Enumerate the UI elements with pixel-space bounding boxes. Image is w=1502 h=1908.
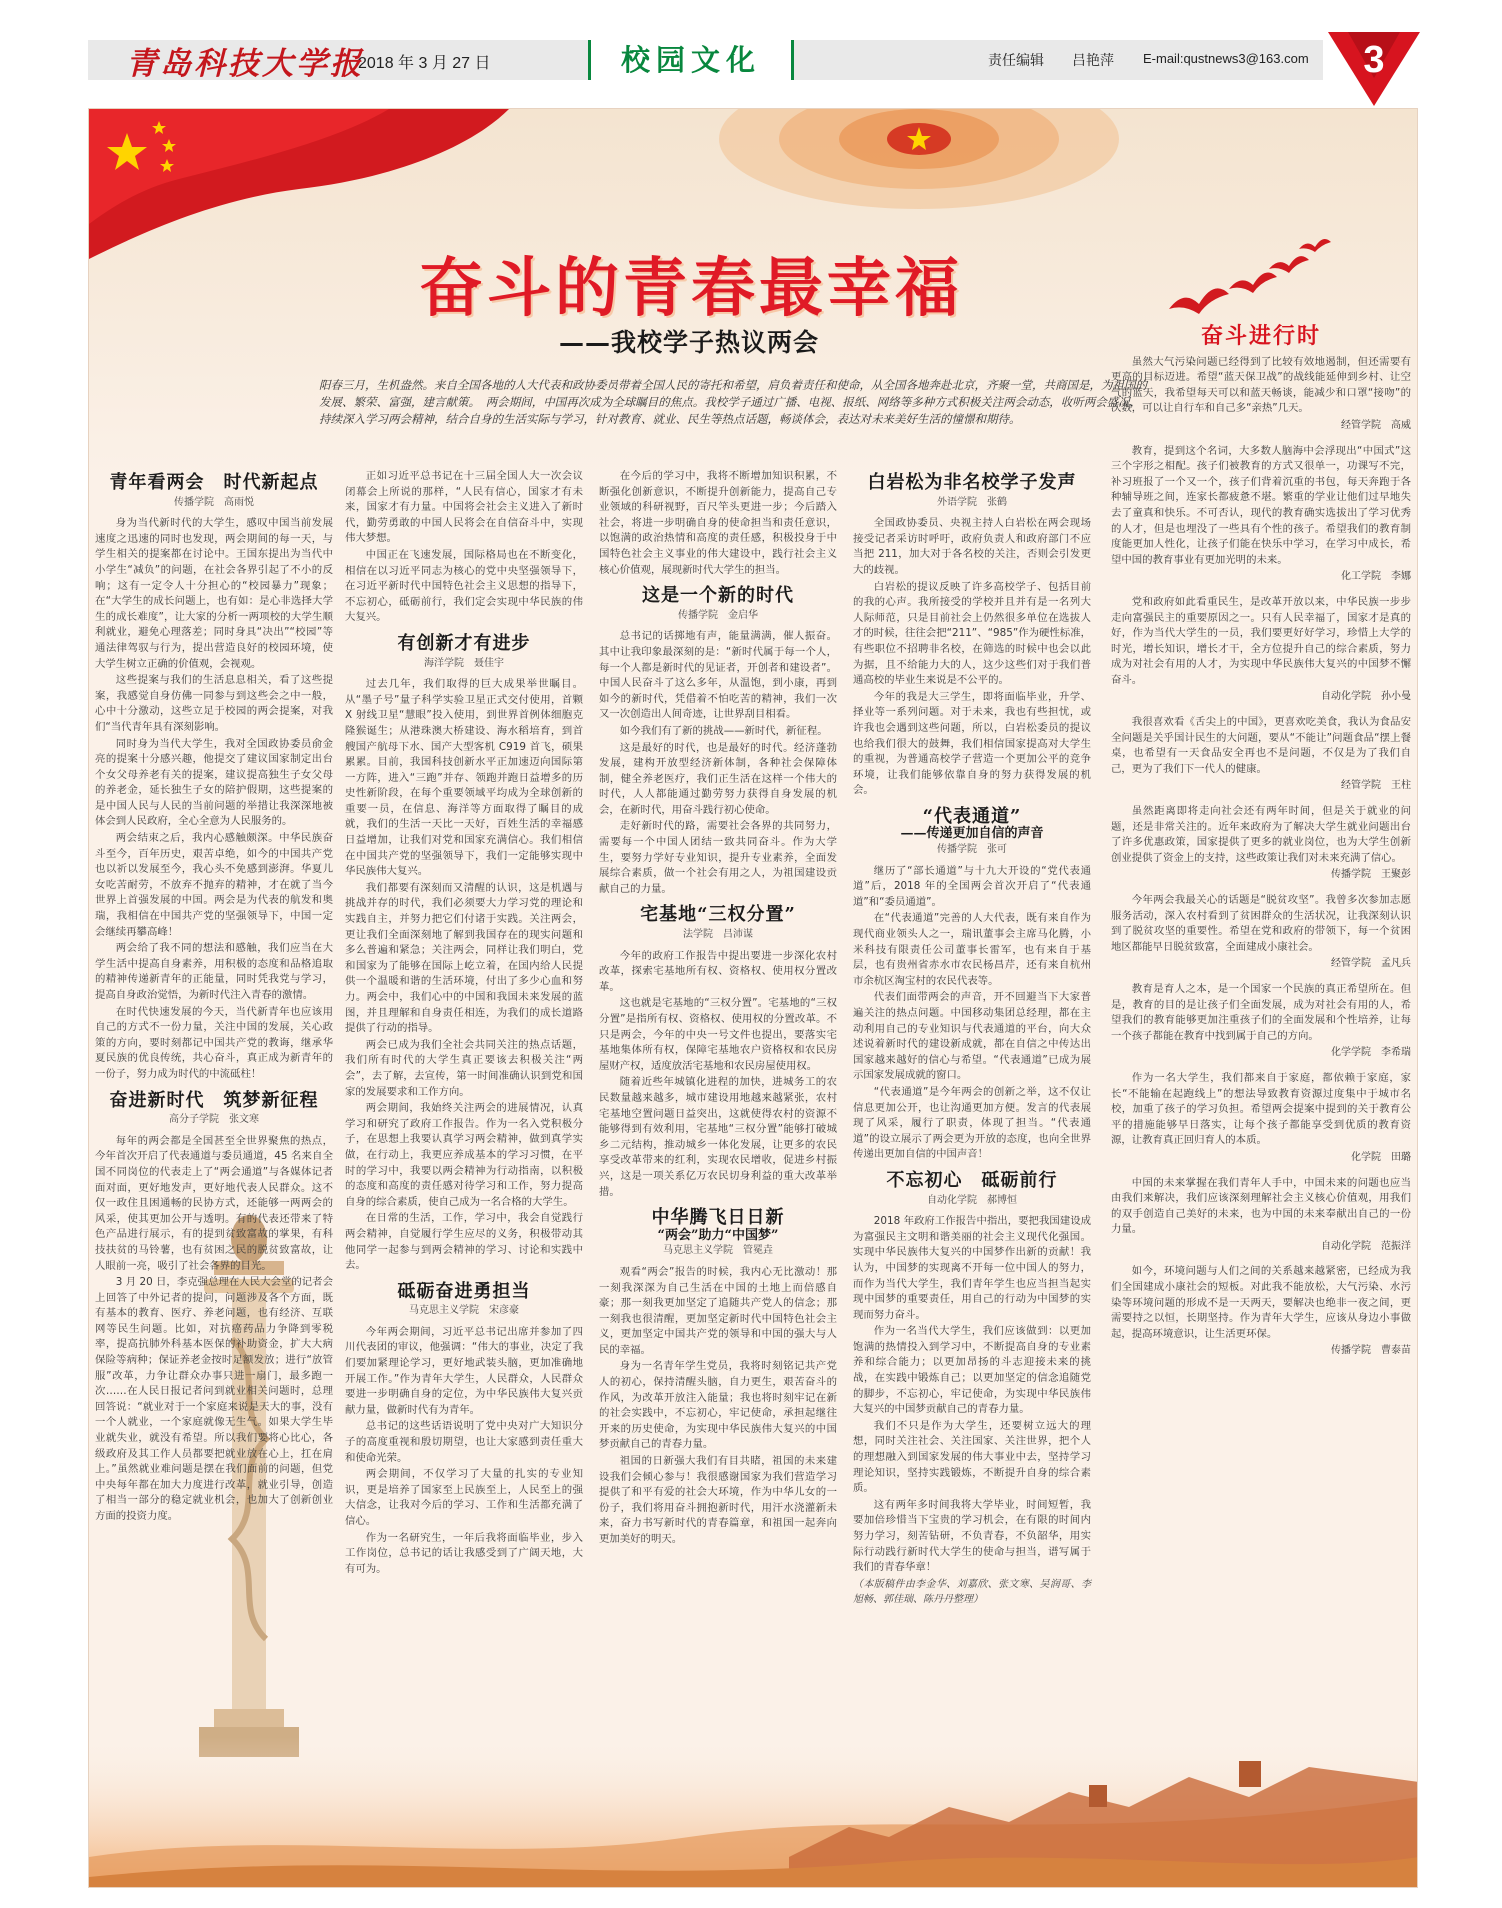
- article-title: 白岩松为非名校学子发声: [867, 472, 1077, 493]
- article-paragraph: 过去几年，我们取得的巨大成果举世瞩目。从“墨子号”量子科学实验卫星正式交付使用，首颗 X 射线卫星“慧眼”投入使用，到世界首例体细胞克隆猴诞生；从港珠澳大桥建设、海水稻培育，到首艘国产航母下水、国产大型客机 C919 首飞，硕果累累。目前，我国科技创新水平正加速迈向国际第一方阵，进入“三跑”并存、领跑并跑日益增多的历史性新阶段，在每个重要领域平均成为全球创新的重要一员，在信息、海洋等方面取得了瞩目的成就，我们的生活一天比一天好，百姓生活的幸福感日益增加，让我们对党和国家充满信心。我们相信在中国共产党的坚强领导下，我们一定能够实现中华民族伟大复兴。: [345, 678, 583, 878]
- article-title: 青年看两会 时代新起点: [109, 472, 319, 493]
- article-responsibility-cont: [599, 469, 837, 578]
- article-subtitle: “两会”助力“中国梦”: [657, 1227, 779, 1243]
- column-2: [345, 469, 583, 1587]
- article-paragraph: 白岩松的提议反映了许多高校学子、包括目前的我的心声。我所接受的学校并且并有是一名列大人际师范，只是目前社会上仍然很多单位在选拔人才的时候，往往会把“211”、“985”作为硬性标准，有些职位不招聘非名校，在筛选的时候中也会以此为据，且不给能力大的人，这少这些们对于我们普通高校的毕业生来说是不公平的。: [853, 580, 1091, 687]
- sidebar-item: [1111, 804, 1411, 883]
- great-hall-ceiling-icon: [709, 109, 1129, 219]
- article-deputy-channel: [853, 805, 1091, 1163]
- sidebar-item-credit: 经管学院 孟凡兵: [1331, 958, 1411, 970]
- article-paragraph: 我们都要有深刻而又清醒的认识，这是机遇与挑战并存的时代，我们必须要大力学习党的理论和实践自主，并努力把它们付诸于实践。关注两会，更让我们全面深刻地了解到我国存在的现实问题和多么普遍和紧急；关注两会，同样让我们明白，党和国家为了能够在国际上屹立着，在国内给人民提供一个温暖和谐的生活环境，付出了多少心血和努力。两会中，我们心中的中国和我国未来发展的蓝图，并且理解和自身责任相连，为我们的成长道路提供了行动的指导。: [345, 881, 583, 1035]
- article-paragraph: 今年的政府工作报告中提出要进一步深化农村改革，探索宅基地所有权、资格权、使用权分置改革。: [599, 949, 837, 993]
- sidebar-item: [1111, 1264, 1411, 1359]
- article-paragraph: 这有两年多时间我将大学毕业，时间短暂，我要加倍珍惜当下宝贵的学习机会，在有限的时间内努力学习，刻苦钻研，不负青春，不负韶华，用实际行动践行新时代大学生的使命与担当，谱写属于我们的青春华章！: [853, 1498, 1091, 1574]
- sidebar-item-text: 如今，环境问题与人们之间的关系越来越紧密，已经成为我们全国建成小康社会的短板。对此我不能放松，大气污染、水污染等环境问题的形成不是一天两天，要解决也绝非一夜之间，更需要持之以恒，长期坚持。作为青年大学生，应该从身边小事做起，提高环境意识，让生活更环保。: [1111, 1265, 1411, 1340]
- article-youth-two-sessions: [95, 472, 333, 1083]
- issue-date: 2018 年 3 月 27 日: [358, 55, 491, 72]
- feature-intro: 阳春三月，生机盎然。来自全国各地的人大代表和政协委员带着全国人民的寄托和希望，肩负着责任和使命，从全国各地奔赴北京，齐聚一堂，共商国是，为祖国的发展、繁荣、富强，建言献策。 两会期间，中国再次成为全球瞩目的焦点。我校学子通过广播、电视、报纸、网络等多种方式积极关注两会动态，收听两会盛况，持续深入学习两会精神，结合自身的生活实际与学习，针对教育、就业、民生等热点话题，畅谈体会，表达对未来美好生活的憧憬和期待。: [319, 378, 1147, 426]
- page-number-badge: [1328, 28, 1420, 108]
- sidebar-item-credit: 化学院 田璐: [1351, 1151, 1411, 1163]
- article-byline: 传播学院 金启华: [678, 609, 758, 621]
- article-original-aspiration: [853, 1169, 1091, 1608]
- sidebar-item-text: 中国的未来掌握在我们青年人手中，中国未来的问题也应当由我们来解决，我们应该深刻理解社会主义核心价值观，用我们的双手创造自己美好的未来，也为中国的未来奉献出自己的一份力量。: [1111, 1176, 1411, 1236]
- column-1: [95, 469, 333, 1535]
- article-title: 砥砺奋进勇担当: [397, 1280, 531, 1302]
- article-byline: 传播学院 高雨悦: [174, 496, 254, 508]
- feature-headline: 奋斗的青春最幸福: [419, 252, 963, 326]
- sidebar-item: [1111, 893, 1411, 972]
- article-homestead: [599, 904, 837, 1200]
- article-china-rising: [599, 1207, 837, 1547]
- feature-subheadline: ——我校学子热议两会: [559, 328, 820, 357]
- article-new-era: [599, 585, 837, 897]
- article-byline: 法学院 吕沛谋: [683, 929, 753, 941]
- article-paragraph: 走好新时代的路，需要社会各界的共同努力，需要每一个中国人团结一致共同奋斗。作为大学生，要努力学好专业知识，提升专业素养，全面发展综合素质，做一个社会有用之人，为祖国建设贡献自己的力量。: [599, 820, 837, 895]
- sidebar-item: [1111, 982, 1411, 1061]
- article-title: 奋进新时代 筑梦新征程: [109, 1089, 319, 1111]
- article-paragraph: 代表们面带两会的声音，开不回避当下大家普遍关注的热点问题。中国移动集团总经理，都在主动利用自己的专业知识与代表通道的平台，向大众述说着新时代的建设新成就，都在自信之中传达出国家越来越好的信心与希望。“代表通道”已成为展示国家发展成就的窗口。: [853, 991, 1091, 1082]
- sidebar-item-text: 虽然大气污染问题已经得到了比较有效地遏制，但还需要有更高的目标迈进。希望“蓝天保卫战”的战线能延伸到乡村、让空气的蓝天，我希望每天可以和蓝天畅谈，能减少和口罩“接吻”的次数，可以让自行车和自己多“亲热”几天。: [1111, 355, 1411, 415]
- article-paragraph: 如今我们有了新的挑战——新时代，新征程。: [619, 724, 828, 737]
- article-paragraph: 同时身为当代大学生，我对全国政协委员俞金亮的提案十分感兴趣，他提交了建议国家制定出台个女父母养老有关的提案，建议提高独生子女父母的养老金，延长独生子女的陪护假期，这些提案的是中国人民与人民的当前问题的举措让我深深地被体会到人民政府，全心全意为人民服务的。: [95, 737, 333, 828]
- article-title: 不忘初心 砥砺前行: [886, 1169, 1058, 1191]
- article-paragraph: 总书记的话掷地有声，能量满满，催人振奋。其中让我印象最深刻的是：“新时代属于每一个人，每一个人都是新时代的见证者，开创者和建设者”。中国人民奋斗了这么多年，从温饱，到小康，再到如今的新时代，凭借着不怕吃苦的精神，我们一次又一次创造出人间奇迹，让世界刮目相看。: [599, 630, 837, 721]
- sidebar-item: [1111, 1071, 1411, 1166]
- article-paragraph: 正如习近平总书记在十三届全国人大一次会议闭幕会上所说的那样，“人民有信心，国家才有未来，国家才有力量。中国将会社会主义进入了新时代，勤劳勇敢的中国人民将会在自信奋斗中，实现伟大梦想。: [345, 470, 583, 545]
- article-paragraph: 中国正在飞速发展，国际格局也在不断变化，相信在以习近平同志为核心的党中央坚强领导下，在习近平新时代中国特色社会主义思想的指导下，不忘初心，砥砺前行，我们定会实现中华民族的伟大复兴。: [345, 548, 583, 624]
- article-title: “代表通道”: [922, 805, 1022, 827]
- article-byline: 海洋学院 聂佳宇: [424, 657, 504, 669]
- sidebar-item: [1111, 715, 1411, 794]
- article-paragraph: 每年的两会都是全国甚至全世界聚焦的热点，今年首次开启了代表通道与委员通道，45 名来自全国不同岗位的代表走上了“两会通道”与各媒体记者面对面，更好地发声，更好地代表人民群众。这不仅一政住且困通畅的民协方式，还能够一两两会的风采，使其更加公开与透明。有的代表还带来了特色产品进行展示，有的提到贫致富故的掌果，有科技扶贫的马铃薯，也有贫困之民的脱贫致富故，让人眼前一亮，吸引了社会各界的目光。: [95, 1134, 333, 1272]
- article-subtitle: ——传递更加自信的声音: [900, 826, 1044, 842]
- article-paragraph: 随着近些年城镇化进程的加快，进城务工的农民数量越来越多，城市建设用地越来越紧张，农村宅基地空置问题日益突出，这就使得农村的资源不能够得到有效利用，宅基地“三权分置”能够打破城乡二元结构，推动城乡一体化发展，让更多的农民享受改革带来的红利，实现农民增收，促进乡村振兴，这是一项关系亿万农民切身利益的重大改革举措。: [599, 1076, 837, 1198]
- article-title: 宅基地“三权分置”: [640, 904, 796, 926]
- sidebar-item-text: 今年两会我最关心的话题是“脱贫攻坚”。我曾多次参加志愿服务活动，深入农村看到了贫困群众的生活状况，让我深刻认识到了脱贫攻坚的重要性。希望在党和政府的带领下，每一个贫困地区都能早日脱贫致富，全面建成小康社会。: [1111, 894, 1411, 953]
- article-byline: 马克思主义学院 宋彦豪: [409, 1305, 519, 1317]
- article-paragraph: 2018 年政府工作报告中指出，要把我国建设成为富强民主文明和谐美丽的社会主义现代化强国。实现中华民族伟大复兴的中国梦作出新的贡献！我认为，中国梦的实现离不开每一位中国人的努力，而作为当代大学生，我们青年学生也应当担当起实现中国梦的重要责任，用自己的行动为中国梦的实现而努力奋斗。: [853, 1215, 1091, 1321]
- sidebar-item-credit: 传播学院 曹泰苗: [1331, 1345, 1411, 1357]
- column-4: [853, 469, 1091, 1618]
- sidebar-item-text: 虽然距离即将走向社会还有两年时间，但是关于就业的问题，还是非常关注的。近年来政府为了解决大学生就业问题出台了许多优惠政策，国家提供了更多的就业岗位，也为大学生创新创业提供了资金上的支持，这些政策让我们对未来充满了信心。: [1111, 805, 1411, 864]
- sidebar-item-text: 教育是育人之本，是一个国家一个民族的真正希望所在。但是，教育的目的是让孩子们全面发展，成为对社会有用的人，希望我们的教育能够更加注重孩子们的全面发展和个性培养，让每一个孩子都能在教育中找到属于自己的方向。: [1111, 982, 1411, 1042]
- article-paragraph: 两会期间，不仅学习了大量的扎实的专业知识，更是培养了国家至上民族至上，人民至上的强大信念，让我对今后的学习、工作和生活都充满了信心。: [345, 1468, 583, 1527]
- sidebar-item-credit: 自动化学院 范振洋: [1321, 1240, 1411, 1252]
- sidebar-item-credit: 传播学院 王聚彭: [1331, 869, 1411, 881]
- article-paragraph: 两会给了我不同的想法和感触，我们应当在大学生活中提高自身素养，用积极的态度和品格追取的精神传递新青年的正能量，同时凭我党与学习，提高自身政治觉悟，为新时代注入青春的激情。: [95, 942, 333, 1001]
- sidebar-item: [1111, 355, 1411, 434]
- article-paragraph: 在时代快速发展的今天，当代新青年也应该用自己的方式不一份力量，关注中国的发展，关心政策的方向，要时刻都记中国共产党的教诲，继承华夏民族的优良传统，共心奋斗，真正成为新青年的一份子，努力成为时代的中流砥柱！: [95, 1005, 333, 1080]
- article-new-era-dream-cont: [345, 469, 583, 626]
- article-paragraph: 作为一名当代大学生，我们应该做到：以更加饱满的热情投入到学习中，不断提高自身的专业素养和综合能力；以更加昂扬的斗志迎接未来的挑战，在实践中锻炼自己；以更加坚定的信念追随党的脚步，不忘初心，牢记使命，为实现中华民族伟大复兴的中国梦贡献自己的青春力量。: [853, 1325, 1091, 1416]
- sidebar-item-credit: 经管学院 高威: [1341, 419, 1411, 431]
- section-title: 校园文化: [588, 40, 794, 80]
- article-paragraph: 在日常的生活，工作，学习中，我会自觉践行两会精神，自觉履行学生应尽的义务，积极带动其他同学一起参与到两会精神的学习、讨论和实践中去。: [345, 1212, 583, 1272]
- sidebar-column: [1111, 323, 1411, 1369]
- article-paragraph: 继历了“部长通道”与十九大开设的“党代表通道”后，2018 年的全国两会首次开启了“代表通道”和“委员通道”。: [853, 864, 1091, 908]
- article-paragraph: 3 月 20 日，李克强总理在人民大会堂的记者会上回答了中外记者的提问，问题涉及各个方面，既有基本的教育、医疗、养老问题，也有经济、互联网等民生问题。比如，对抗癌药品力争降到零税率，提高抗肺外科基本医保的补助资金，扩大大病保险等病种；保证养老金按时足额发放；进行“放管服”改革，力争让群众办事只进一扇门，最多跑一次……在人民日报记者问到就业相关问题时，总理回答说：“就业对于一个家庭来说是天大的事，没有一个人就业，一个家庭就像无生气。如果大学生毕业就失业，就没有希望。所以我们要将心比心，各级政府及其工作人员都要把就业放在心上，扛在肩上。”虽然就业难问题是摆在我们面前的问题，但党中央每年都在加大力度进行改革，就业引导，创造了相当一部分的稳定就业机会，也加大了创新创业方面的投资力度。: [95, 1276, 333, 1522]
- article-paragraph: 这是最好的时代，也是最好的时代。经济蓬勃发展，建构开放型经济新体制，各种社会保障体制，健全养老医疗，我们正生活在这样一个伟大的时代，人人都能通过勤劳努力获得自身发展的机会，在新时代，用奋斗践行初心使命。: [599, 741, 837, 816]
- article-paragraph: 身为当代新时代的大学生，感叹中国当前发展速度之迅速的同时也发现，两会期间的每一天，与学生相关的提案都在讨论中。王国东提出为当代中小学生“减负”的问题，在社会各界引起了不小的反响；这有一定令人十分担心的“校园暴力”现象；在“大学生的成长问题上，也有如：是心非选择大学生的成长难度”，让大家的分析一两项校的大学生顺利就业，避免心理落差；同时身具“决出”“校园”等通法律驾驭与行为，提出营造良好的校园环境，使大学生树立正确的价值观，会视观。: [95, 517, 333, 670]
- sidebar-item: [1111, 1176, 1411, 1255]
- article-title: 这是一个新的时代: [642, 585, 794, 607]
- article-byline: 传播学院 张可: [937, 844, 1007, 856]
- article-paragraph: 这些提案与我们的生活息息相关，看了这些提案，我感觉自身仿佛一同参与到这些会之中一般，心中十分激动，这些立足于校园的两会提案，对我们“当代青年具有深刻影响。: [95, 674, 333, 733]
- article-byline: 自动化学院 郝博恒: [927, 1194, 1017, 1206]
- article-paragraph: 在“代表通道”完善的人大代表，既有来自作为现代商业领头人之一，瑞讯董事会主席马化腾，小米科技有限责任公司董事长雷军，也有来自于基层，也有贵州省赤水市农民杨昌芹，还有来自杭州市余杭区淘宝村的农民代表等。: [853, 912, 1091, 987]
- editor-credit: 责任编辑 吕艳萍: [988, 52, 1114, 68]
- article-paragraph: 观看“两会”报告的时候，我内心无比激动！那一刻我深深为自己生活在中国的土地上而倍感自豪；那一刻我更加坚定了追随共产党人的信念；那一刻我也很清醒，更加坚定新时代中国特色社会主义，更加坚定中国共产党的领导和中国的强大与人民的幸福。: [599, 1265, 837, 1356]
- article-paragraph: 作为一名研究生，一年后我将面临毕业，步入工作岗位，总书记的话让我感受到了广阔天地，大有可为。: [345, 1531, 583, 1575]
- article-paragraph: 在今后的学习中，我将不断增加知识积累，不断强化创新意识，不断提升创新能力，提高自己专业领域的科研视野，百尺竿头更进一步；今后踏入社会，将进一步明确自身的使命担当和责任意识，以饱满的政治热情和高度的责任感，积极投身于中国特色社会主义事业的伟大建设中，践行社会主义核心价值观，展现新时代大学生的担当。: [599, 470, 837, 576]
- article-paragraph: 两会期间，我始终关注两会的进展情况，认真学习和研究了政府工作报告。作为一名入党积极分子，在思想上我要认真学习两会精神，做到真学实做，在行动上，我更应养成基本的学习习惯，在平时的学习中，我要以两会精神为行动指南，以积极的态度和高度的责任感对待学习和工作，努力提高自身的综合素质，使自己成为一名合格的大学生。: [345, 1102, 583, 1208]
- newspaper-logo: 青岛科技大学报: [126, 46, 364, 82]
- sidebar-heading: 奋斗进行时: [1200, 323, 1321, 349]
- article-paragraph: 我们不只是作为大学生，还要树立远大的理想，同时关注社会、关注国家、关注世界，把个人的理想融入到国家发展的伟大事业中去，坚持学习理论知识，坚持实践锻炼，不断提升自身的综合素质。: [853, 1419, 1091, 1495]
- article-paragraph: “代表通道”是今年两会的创新之举，这不仅让信息更加公开，也让沟通更加方便。发言的代表展现了风采，履行了职责，体现了担当。“代表通道”的设立展示了两会更为开放的态度，也向全世界传递出更加自信的中国声音！: [853, 1085, 1091, 1161]
- article-innovation: [345, 632, 583, 1274]
- editor-note: （本版稿件由李金华、刘嘉欣、张文寒、吴润哥、李旭畅、郭佳瑞、陈丹丹整理）: [853, 1578, 1091, 1606]
- article-title: 有创新才有进步: [397, 632, 531, 654]
- article-byline: 高分子学院 张文寒: [169, 1114, 259, 1126]
- sidebar-item-text: 作为一名大学生，我们都来自于家庭，都依赖于家庭，家长“不能输在起跑线上”的想法导致教育资源过度集中于城市名校，加重了孩子的学习负担。希望两会提案中提到的关于教育公平的措施能够早日落实，让每个孩子都能享受到优质的教育资源，让教育真正回归育人的本质。: [1111, 1071, 1411, 1147]
- article-paragraph: 两会已成为我们全社会共同关注的热点话题，我们所有时代的大学生真正要该去积极关注“两会”，去了解，去宣传，第一时间准确认识到党和国家的发展要求和工作方向。: [345, 1038, 583, 1098]
- feature-panel: [88, 108, 1418, 1888]
- article-paragraph: 今年两会期间，习近平总书记出席并参加了四川代表团的审议，他强调：“伟大的事业，决定了我们要加紧理论学习，更好地武装头脑，更加准确地开展工作。”作为青年大学生，人民群众，人民群众要进一步明确自身的定位，为中华民族伟大复兴贡献力量，做新时代有为青年。: [345, 1325, 583, 1416]
- article-paragraph: 全国政协委员、央视主持人白岩松在两会现场接受记者采访时呼吁，政府负责人和政府部门不应当把 211，加大对于各名校的关注，否则会引发更大的歧视。: [853, 517, 1091, 576]
- article-title: 中华腾飞日日新: [651, 1207, 785, 1229]
- sidebar-item: [1111, 444, 1411, 585]
- article-byline: 外语学院 张鹤: [937, 496, 1007, 508]
- article-new-era-dream: [95, 1089, 333, 1525]
- great-wall-scene-icon: [89, 1737, 1418, 1887]
- article-paragraph: 两会结束之后，我内心感触颇深。中华民族奋斗至今，百年历史，艰苦卓绝，如今的中国共产党也以祈以发展至今，我心头不免感到澎湃。华夏儿女吃苦耐劳，不放弃不抛弃的精神，才在就了当今世界上首强发展的中国。两会是为代表的航发和奥瑞，我相信在中国共产党的坚强领导下，中国一定会继续再攀高峰！: [95, 832, 333, 938]
- sidebar-item-text: 我很喜欢看《舌尖上的中国》，更喜欢吃美食，我认为食品安全问题是关乎国计民生的大问题，要从“不能让”问题食品“摆上餐桌，也希望有一天食品安全再也不是问题，不仅是为了我们自己，更为了我们下一代人的健康。: [1111, 716, 1411, 775]
- article-paragraph: 身为一名青年学生党员，我将时刻铭记共产党人的初心，保持清醒头脑，自力更生，艰苦奋斗的作风，为改革开放注入能量；我也将时刻牢记在新的社会实践中，不忘初心，牢记使命，承担起继往开来的历史使命，为实现中华民族伟大复兴的中国梦贡献自己的青春力量。: [599, 1360, 837, 1451]
- article-paragraph: 这也就是宅基地的“三权分置”。宅基地的“三权分置”是指所有权、资格权、使用权的分置改革。不只是两会，今年的中央一号文件也提出，要落实宅基地集体所有权，保障宅基地农户资格权和农民房屋财产权，适度放活宅基地和农民房屋使用权。: [599, 997, 837, 1072]
- article-responsibility: [345, 1280, 583, 1578]
- article-byline: 马克思主义学院 管冕垚: [663, 1245, 773, 1257]
- article-paragraph: 今年的我是大三学生，即将面临毕业，升学、择业等一系列问题。对于未来，我也有些担忧，或许我也会遇到这些问题，所以，白岩松委员的提议也给我们很大的鼓舞，我们相信国家提高对大学生的重视，为普通高校学子营造一个更加公平的竞争环境，让我们能够依靠自身的努力获得发展的机会。: [853, 690, 1091, 797]
- sidebar-item-credit: 化工学院 李娜: [1341, 571, 1411, 583]
- article-paragraph: 总书记的这些话语说明了党中央对广大知识分子的高度重视和殷切期望，也让大家感到责任重大和使命光荣。: [345, 1420, 583, 1464]
- sidebar-item-credit: 经管学院 王柱: [1341, 780, 1411, 792]
- article-paragraph: 祖国的日新强大我们有目共睹，祖国的未来建设我们会倾心参与！我很感谢国家为我们营造学习提供了和平有爱的社会大环境，作为中华儿女的一份子，我们将用奋斗拥抱新时代，用汗水浇灌新未来，奋力书写新时代的青春篇章，和祖国一起奔向更加美好的明天。: [599, 1455, 837, 1545]
- article-bai-yansong: [853, 472, 1091, 799]
- sidebar-item-credit: 化学学院 李希瑞: [1331, 1047, 1411, 1059]
- sidebar-item-credit: 自动化学院 孙小曼: [1321, 691, 1411, 703]
- sidebar-item-text: 教育，提到这个名词，大多数人脑海中会浮现出“中国式”这三个字形之相配。孩子们被教育的方式又很单一，功课写不完，补习班报了一个又一个，孩子们背着沉重的书包，每天奔跑于各种辅导班之间，连家长都疲惫不堪。繁重的学业让他们过早地失去了童真和快乐。不可否认，现代的教育确实选拔出了学习优秀的人才，但是也埋没了一些具有个性的孩子。希望我们的教育制度能更加人性化，让孩子们能在快乐中学习，在学习中成长，希望中国的教育事业有更加光明的未来。: [1111, 444, 1411, 566]
- sidebar-item: [1111, 595, 1411, 705]
- sidebar-item-text: 党和政府如此看重民生，是改革开放以来，中华民族一步步走向富强民主的重要原因之一。只有人民幸福了，国家才是真的好，作为当代大学生的一员，我们要更好好学习，珍惜上大学的时光，增长知识，增长才干，全方位提升自己的综合素质，努力成为对社会有用的人才，为实现中华民族伟大复兴的中国梦不懈奋斗。: [1111, 595, 1411, 686]
- masthead: [88, 28, 1418, 92]
- column-3: [599, 469, 837, 1558]
- editor-email: E-mail:qustnews3@163.com: [1143, 51, 1309, 66]
- page-number: 3: [1363, 39, 1385, 81]
